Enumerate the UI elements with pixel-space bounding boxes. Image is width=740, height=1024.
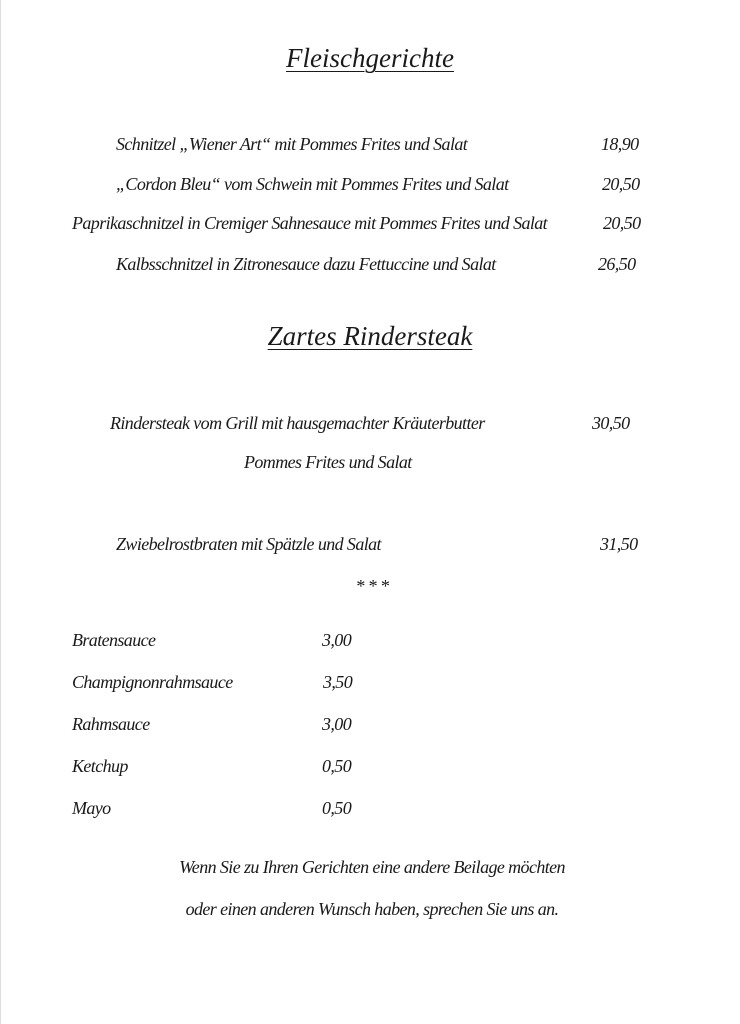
menu-item-price: 31,50 <box>600 534 638 554</box>
footer-note-line-2: oder einen anderen Wunsch haben, sprechen Sie uns an. <box>185 899 559 919</box>
sauce-name: Champignonrahmsauce <box>72 672 233 692</box>
sauce-price: 3,50 <box>323 672 353 692</box>
menu-item-subline: Pommes Frites und Salat <box>244 452 412 472</box>
menu-item-name: Rindersteak vom Grill mit hausgemachter Kräuterbutter <box>110 413 485 433</box>
sauce-price: 3,00 <box>322 714 352 734</box>
menu-item-price: 30,50 <box>592 413 630 433</box>
sauce-name: Ketchup <box>72 756 128 776</box>
separator: * * * <box>355 576 389 596</box>
menu-item-name: Paprikaschnitzel in Cremiger Sahnesauce mit Pommes Frites und Salat <box>72 213 548 233</box>
sauce-price: 0,50 <box>322 798 352 818</box>
sauce-price: 3,00 <box>322 630 352 650</box>
sauce-price: 0,50 <box>322 756 352 776</box>
menu-item-price: 20,50 <box>602 174 640 194</box>
footer-note-line-1: Wenn Sie zu Ihren Gerichten eine andere Beilage möchten <box>179 857 565 877</box>
menu-item-name: „Cordon Bleu“ vom Schwein mit Pommes Frites und Salat <box>116 174 509 194</box>
sauce-name: Bratensauce <box>72 630 156 650</box>
menu-item-price: 26,50 <box>598 254 636 274</box>
section-title-rindersteak: Zartes Rindersteak <box>267 321 473 351</box>
sauce-name: Rahmsauce <box>72 714 150 734</box>
section-title-fleischgerichte: Fleischgerichte <box>286 43 454 73</box>
menu-item-name: Schnitzel „Wiener Art“ mit Pommes Frites und Salat <box>116 134 468 154</box>
menu-item-name: Kalbsschnitzel in Zitronesauce dazu Fettuccine und Salat <box>116 254 496 274</box>
menu-item-price: 20,50 <box>603 213 641 233</box>
menu-item-name: Zwiebelrostbraten mit Spätzle und Salat <box>116 534 381 554</box>
menu-item-price: 18,90 <box>601 134 639 154</box>
sauce-name: Mayo <box>72 798 111 818</box>
